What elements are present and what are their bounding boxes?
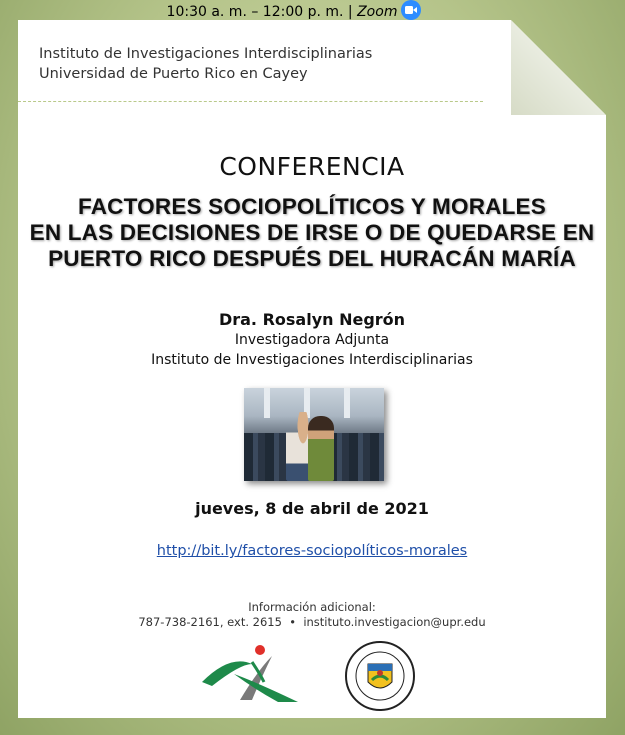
speaker-name: Dra. Rosalyn Negrón <box>218 310 406 329</box>
event-platform: Zoom <box>357 4 398 20</box>
contact-separator: • <box>289 615 297 629</box>
university-name: Universidad de Puerto Rico en Cayey <box>39 66 308 82</box>
contact-title: Información adicional: <box>248 600 376 614</box>
institute-name: Instituto de Investigaciones Interdisciplinarias <box>39 46 373 62</box>
event-photo <box>244 388 384 481</box>
event-title-line: PUERTO RICO DESPUÉS DEL HURACÁN MARÍA <box>48 246 576 271</box>
header-divider <box>18 101 483 102</box>
contact-email[interactable]: instituto.investigacion@upr.edu <box>303 615 486 629</box>
event-time <box>0 0 588 20</box>
event-title <box>18 194 606 272</box>
event-title-line: EN LAS DECISIONES DE IRSE O DE QUEDARSE EN <box>29 220 595 245</box>
event-link[interactable]: http://bit.ly/factores-sociopolíticos-morales <box>156 543 468 559</box>
event-time-text: 10:30 a. m. – 12:00 p. m. | <box>166 4 358 20</box>
speaker-role: Investigadora Adjunta <box>234 332 390 348</box>
event-date: jueves, 8 de abril de 2021 <box>195 499 429 518</box>
zoom-video-icon[interactable] <box>401 0 421 20</box>
contact-line <box>18 615 606 629</box>
event-title-line: FACTORES SOCIOPOLÍTICOS Y MORALES <box>78 194 546 219</box>
contact-phone: 787-738-2161, ext. 2615 <box>138 615 282 629</box>
university-seal <box>344 640 416 712</box>
institute-logo <box>200 642 300 704</box>
event-type: CONFERENCIA <box>219 152 405 181</box>
page-fold-corner <box>511 20 606 115</box>
speaker-affiliation: Instituto de Investigaciones Interdisciplinarias <box>151 352 473 368</box>
